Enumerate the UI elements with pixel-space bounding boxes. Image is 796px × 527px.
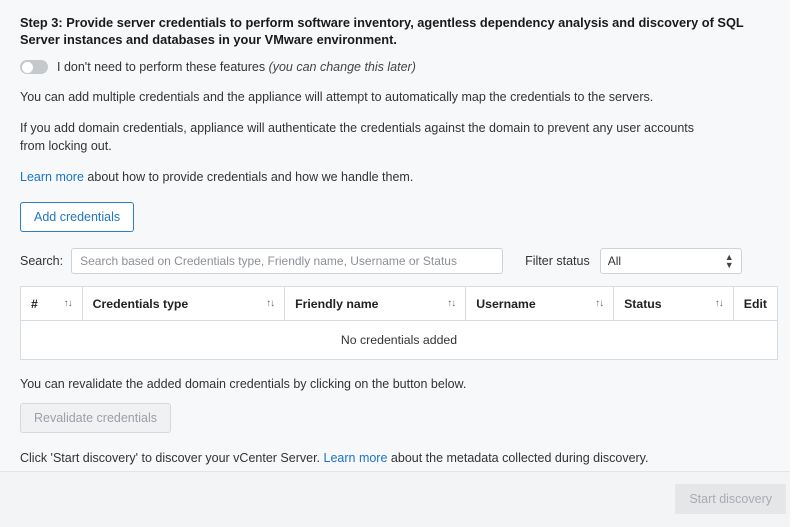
column-header-credentials-type bbox=[82, 287, 285, 321]
credentials-table bbox=[20, 286, 778, 360]
start-discovery-button[interactable]: Start discovery bbox=[675, 484, 786, 514]
learn-more-paragraph bbox=[20, 168, 720, 186]
credentials-table-body bbox=[21, 321, 778, 360]
toggle-knob bbox=[22, 62, 33, 73]
column-header-edit bbox=[733, 287, 777, 321]
learn-more-discovery-link[interactable]: Learn more bbox=[323, 451, 388, 465]
filter-status-select[interactable] bbox=[600, 248, 742, 274]
revalidate-note: You can revalidate the added domain credentials by clicking on the button below. bbox=[20, 377, 467, 391]
learn-more-credentials-text: about how to provide credentials and how we handle them. bbox=[83, 170, 414, 184]
skip-features-toggle-row bbox=[20, 60, 776, 74]
sort-icon[interactable]: ↑↓ bbox=[714, 298, 723, 309]
column-label-status: Status bbox=[624, 296, 662, 311]
page-footer bbox=[0, 471, 796, 527]
chevron-updown-icon: ▲ ▼ bbox=[724, 252, 734, 270]
toggle-label-text: I don't need to perform these features bbox=[57, 60, 266, 74]
discovery-note bbox=[20, 451, 776, 465]
column-label-friendly-name: Friendly name bbox=[295, 296, 379, 311]
right-edge-spacer bbox=[790, 0, 796, 527]
add-credentials-button[interactable]: Add credentials bbox=[20, 202, 134, 232]
column-label-credentials-type: Credentials type bbox=[92, 296, 189, 311]
revalidate-button-row bbox=[20, 403, 776, 433]
column-header-username bbox=[466, 287, 614, 321]
search-label: Search: bbox=[20, 254, 64, 268]
discovery-note-prefix: Click 'Start discovery' to discover your vCenter Server. bbox=[20, 451, 324, 465]
credentials-table-head bbox=[21, 287, 778, 321]
page-title: Step 3: Provide server credentials to perform software inventory, agentless dependency analysis and discovery of SQL Server instances and databases in your VMware environment. bbox=[20, 15, 744, 47]
column-header-friendly-name bbox=[285, 287, 466, 321]
filter-status-label: Filter status bbox=[525, 254, 590, 268]
sort-icon[interactable]: ↑↓ bbox=[595, 298, 604, 309]
empty-state-cell: No credentials added bbox=[21, 321, 778, 360]
sort-icon[interactable]: ↑↓ bbox=[447, 298, 456, 309]
table-row bbox=[21, 321, 778, 360]
search-filter-row bbox=[20, 248, 776, 274]
discovery-note-suffix: about the metadata collected during discovery. bbox=[387, 451, 649, 465]
skip-features-toggle[interactable] bbox=[20, 60, 48, 74]
sort-icon[interactable]: ↑↓ bbox=[266, 298, 275, 309]
add-credentials-row bbox=[20, 202, 776, 232]
filter-status-select-wrap bbox=[600, 248, 742, 274]
column-label-index: # bbox=[31, 296, 38, 311]
sort-icon[interactable]: ↑↓ bbox=[63, 298, 72, 309]
column-label-edit: Edit bbox=[743, 296, 767, 311]
toggle-label bbox=[57, 60, 416, 74]
column-label-username: Username bbox=[476, 296, 536, 311]
column-header-status bbox=[614, 287, 734, 321]
toggle-label-note: (you can change this later) bbox=[268, 60, 416, 74]
table-header-row bbox=[21, 287, 778, 321]
column-header-index bbox=[21, 287, 83, 321]
search-input[interactable] bbox=[71, 248, 503, 274]
learn-more-credentials-link[interactable]: Learn more bbox=[20, 170, 84, 184]
multiple-credentials-paragraph: You can add multiple credentials and the appliance will attempt to automatically map the credentials to the servers. bbox=[20, 90, 654, 104]
domain-credentials-paragraph: If you add domain credentials, appliance will authenticate the credentials against the domain to prevent any user accounts from locking out. bbox=[20, 121, 695, 153]
revalidate-credentials-button[interactable]: Revalidate credentials bbox=[20, 403, 171, 433]
